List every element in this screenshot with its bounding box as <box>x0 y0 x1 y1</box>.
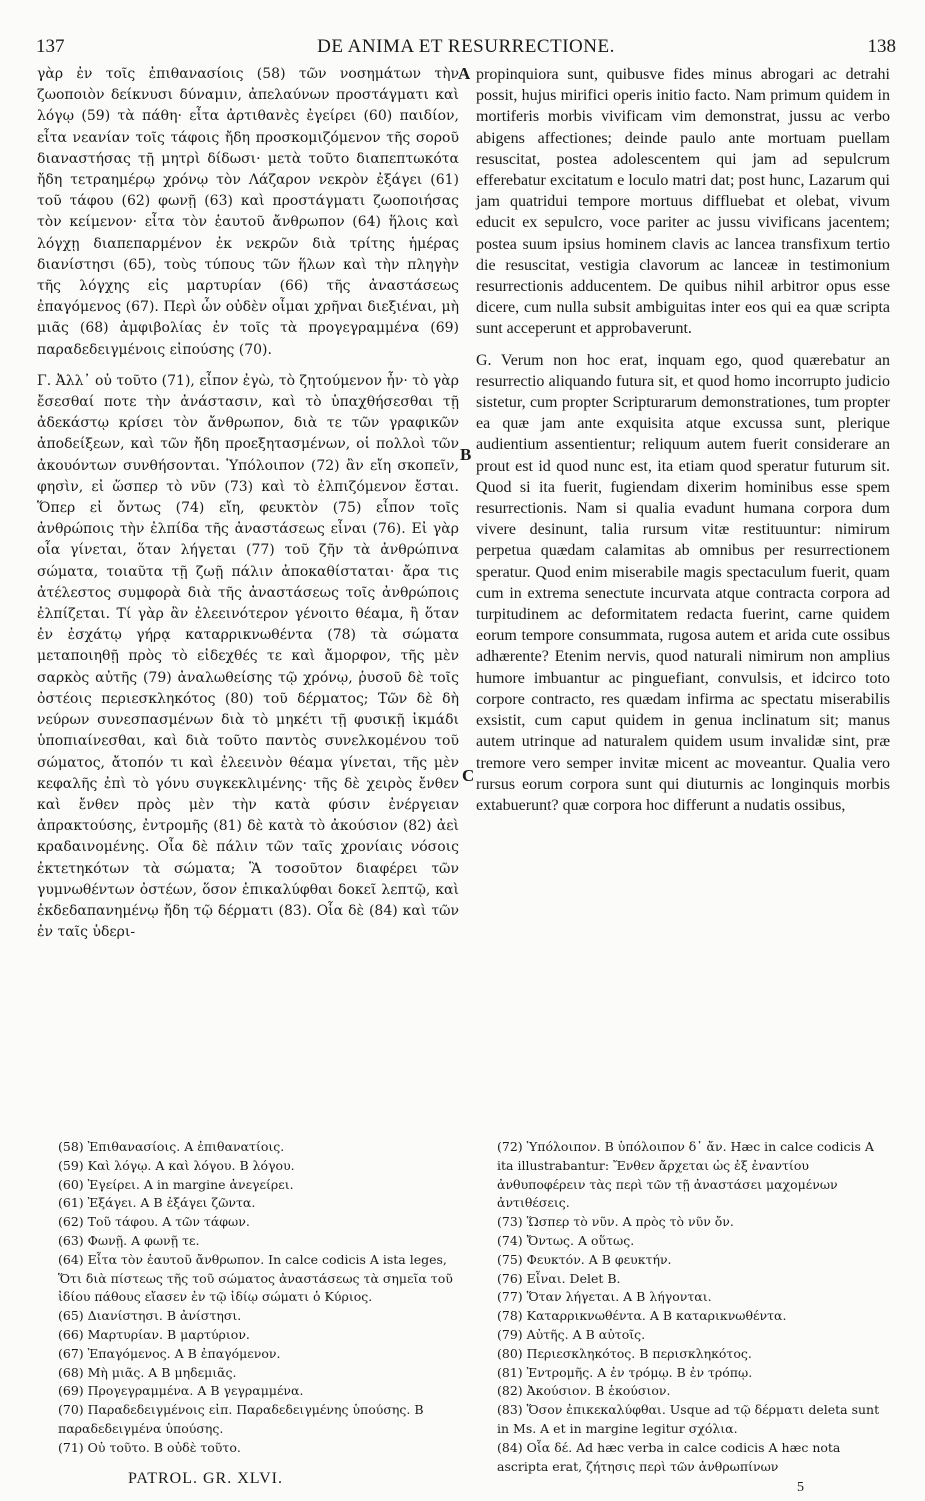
column-marker-c: C <box>462 766 475 785</box>
footnote: (65) Διανίστησι. B ἀνίστησι. <box>58 1308 242 1324</box>
footnote: (82) Ἀκούσιον. B ἑκούσιον. <box>497 1383 671 1399</box>
running-title: DE ANIMA ET RESURRECTIONE. <box>317 36 615 57</box>
footnote: (79) Αὐτῆς. A B αὐτοῖς. <box>497 1326 646 1342</box>
latin-paragraph-1: propinquiora sunt, quibusve fides minus abrogari ac detrahi possit, hujus mirifici operis initio facto. Nam primum quidem in mortiferis morbis vivificam vim demonstrat, jussu ac verbo abigens affectiones; deinde paulo ante mortuam puellam resuscitat, postea adolescentem qui jam ad sepulcrum efferebatur excitatum e loculo matri dat; post hunc, Lazarum qui jam quatridui tempore mortuus diffluebat et olebat, vivum educit ex sepulcro, voce pariter ac jussu vivificans jacentem; postea suum ipsius hominem clavis ac lancea transfixum tertio die resuscitat, vestigia clavorum ac lanceæ in testimonium resurrectionis adducentem. De quibus nihil arbitror opus esse dicere, cum nulla subsit ambiguitas inter eos qui ea quæ scripta sunt acceperunt et approbaverunt. <box>476 66 890 338</box>
footnote: (67) Ἐπαγόμενος. A B ἐπαγόμενον. <box>58 1345 281 1361</box>
footnote: (68) Μὴ μιᾶς. A B μηδεμιᾶς. <box>58 1364 237 1380</box>
footnote: (83) Ὅσον ἐπικεκαλύφθαι. Usque ad τῷ δέρματι deleta sunt in Ms. A et in margine legitur σχόλια. <box>497 1402 880 1436</box>
page-number-left: 137 <box>36 36 65 57</box>
footnote: (74) Ὄντως. A οὕτως. <box>497 1232 635 1248</box>
footnote: (62) Τοῦ τάφου. A τῶν τάφων. <box>58 1214 250 1230</box>
footnote: (78) Καταρρικνωθέντα. A B καταρικνωθέντα. <box>497 1308 787 1324</box>
footnote: (71) Οὐ τοῦτο. B οὐδὲ τοῦτο. <box>58 1439 241 1455</box>
footnote: (72) Ὑπόλοιπον. B ὑπόλοιπον δ᾽ ἄν. Hæc in calce codicis A ita illustrabantur: Ἔνθεν ἄρχεται ὡς ἐξ ἐναντίου ἀνθυποφέρειν τὰς περὶ τῶν τῇ ἀναστάσει μαχομένων ἀντιθέσεις. <box>497 1139 874 1211</box>
footnote: (60) Ἐγείρει. A in margine ἀνεγείρει. <box>58 1176 294 1192</box>
footnote: (63) Φωνῇ. A φωνῇ τε. <box>58 1232 200 1248</box>
footnote: (75) Φευκτόν. A B φευκτήν. <box>497 1251 672 1267</box>
footnote: (70) Παραδεδειγμένοις εἰπ. Παραδεδειγμένης ὑπούσης. B παραδεδειγμένα ὑπούσης. <box>58 1402 424 1436</box>
footnote: (66) Μαρτυρίαν. B μαρτύριον. <box>58 1326 250 1342</box>
footnote: (76) Εἶναι. Delet B. <box>497 1270 621 1286</box>
sheet-number: 5 <box>797 1480 804 1495</box>
footnote: (77) Ὅταν λήγεται. A B λήγονται. <box>497 1289 712 1305</box>
footnote: (80) Περιεσκληκότος. B περισκληκότος. <box>497 1345 752 1361</box>
latin-column <box>476 64 890 816</box>
footnote: (73) Ὥσπερ τὸ νῦν. A πρὸς τὸ νῦν ὄν. <box>497 1214 734 1230</box>
footnote: (59) Καὶ λόγῳ. A καὶ λόγου. B λόγου. <box>58 1157 295 1173</box>
footnote: (69) Προγεγραμμένα. A B γεγραμμένα. <box>58 1383 304 1399</box>
volume-signature: PATROL. GR. XLVI. <box>128 1470 283 1487</box>
latin-paragraph-2: G. Verum non hoc erat, inquam ego, quod quærebatur an resurrectio aliquando futura sit, et quod homo incorrupto judicio sistetur, cum propter Scripturarum demonstrationes, tum propter ea quæ jam ante exquisita atque excussa sunt, plerique audientium assentientur; reliquum autem fuerit considerare an prout est id quod nunc est, ita etiam quod speratur futurum sit. Quod si ita fuerit, fugiendam dixerim hominibus esse spem resurrectionis. Nam si qualia evadunt humana corpora dum vivere desinunt, talia rursum vitæ restituuntur: nimirum perpetua quædam calamitas ab omnibus per resurrectionem speratur. Quod enim miserabile magis spectaculum fuerit, quam cum in extrema senectute incurvata atque contracta corpora ad turpitudinem ac deformitatem redacta fuerint, carne quidem eorum tempore consummata, rugosa autem et arida cute ossibus adhærente? Etenim nervis, quod naturali nimirum non amplius humore imbuantur ac pinguefiant, convulsis, et idcirco toto corpore contracto, res quædam infirma ac spectatu miserabilis exsistit, cum caput quidem in genua inclinatum sit; manus autem utrinque ad naturalem quidem usum invalidæ sint, præ tremore vero semper invitæ micent ac moveantur. Qualia vero rursus eorum corpora sunt qui diuturnis ac longinquis morbis extabuerunt? quæ corpora hoc differunt a nudatis ossibus, <box>476 351 890 814</box>
footnote: (58) Ἐπιθανασίοις. A ἐπιθανατίοις. <box>58 1139 285 1154</box>
greek-paragraph-1: γὰρ ἐν τοῖς ἐπιθανασίοις (58) τῶν νοσημάτων τὴν ζωοποιὸν δείκνυσι δύναμιν, ἀπελαύνων προστάγματι καὶ λόγῳ (59) τὰ πάθη· εἶτα ἀρτιθανὲς ἐγείρει (60) παιδίον, εἶτα νεανίαν τοῖς τάφοις ἤδη προσκομιζόμενον τῆς σοροῦ διαναστήσας τῇ μητρὶ δίδωσι· μετὰ τοῦτο διαπεπτωκότα ἤδη τετραημέρῳ χρόνῳ τὸν Λάζαρον νεκρὸν ἐξάγει (61) τοῦ τάφου (62) φωνῇ (63) καὶ προστάγματι ζωοποιήσας τὸν κείμενον· εἶτα τὸν ἑαυτοῦ ἄνθρωπον (64) ἥλοις καὶ λόγχῃ διαπεπαρμένον ἐκ νεκρῶν διὰ τρίτης ἡμέρας διανίστησι (65), τοὺς τύπους τῶν ἥλων καὶ τὴν πληγὴν τῆς λόγχης εἰς μαρτυρίαν (66) τῆς ἀναστάσεως ἐπαγόμενος (67). Περὶ ὧν οὐδὲν οἶμαι χρῆναι διεξιέναι, μὴ μιᾶς (68) ἀμφιβολίας ἐν τοῖς τὰ προγεγραμμένα (69) παραδεδειγμένοις εἰπούσης (70). <box>37 66 459 358</box>
footnote: (81) Ἐντρομῆς. A ἐν τρόμῳ. B ἐν τρόπῳ. <box>497 1364 753 1380</box>
column-marker-b: B <box>460 445 472 464</box>
footnotes-right <box>497 1138 891 1476</box>
page-header <box>36 36 896 58</box>
column-marker-a: A <box>458 64 471 83</box>
footnote: (64) Εἶτα τὸν ἑαυτοῦ ἄνθρωπον. In calce codicis A ista leges, Ὅτι διὰ πίστεως τῆς τοῦ σώματος ἀναστάσεως τὰ σημεῖα τοῦ ἰδίου πάθους εἴασεν ἐν τῷ ἰδίῳ σώματι ὁ Κύριος. <box>58 1251 453 1305</box>
greek-paragraph-2: Γ. Ἀλλ᾽ οὐ τοῦτο (71), εἶπον ἐγὼ, τὸ ζητούμενον ἦν· τὸ γὰρ ἔσεσθαί ποτε τὴν ἀνάστασιν, καὶ τὸ ὑπαχθήσεσθαι τῇ ἀδεκάστῳ κρίσει τὸν ἄνθρωπον, διὰ τε τῶν γραφικῶν ἀποδείξεων, καὶ τῶν ἤδη προεξητασμένων, οἱ πολλοὶ τῶν ἀκουόντων συνθήσονται. Ὑπόλοιπον (72) ἂν εἴη σκοπεῖν, φησὶν, εἰ ὥσπερ τὸ νῦν (73) καὶ τὸ ἐλπιζόμενον ἔσται. Ὅπερ εἰ ὄντως (74) εἴη, φευκτὸν (75) εἶπον τοῖς ἀνθρώποις τὴν ἐλπίδα τῆς ἀναστάσεως εἶναι (76). Εἰ γὰρ οἷα γίνεται, ὅταν λήγεται (77) τοῦ ζῆν τὰ ἀνθρώπινα σώματα, τοιαῦτα τῇ ζωῇ πάλιν ἀποκαθίσταται· ἄρα τις ἀτέλεστος συμφορὰ διὰ τῆς ἀναστάσεως τοῖς ἀνθρώποις ἐλπίζεται. Τί γὰρ ἂν ἐλεεινότερον γένοιτο θέαμα, ἢ ὅταν ἐν ἐσχάτῳ γήρᾳ καταρρικνωθέντα (78) τὰ σώματα μεταποιηθῇ πρὸς τὸ εἰδεχθές τε καὶ ἄμορφον, τῆς μὲν σαρκὸς αὐτῆς (79) ἀναλωθείσης τῷ χρόνῳ, ῥυσοῦ δὲ τοῖς ὀστέοις περιεσκληκότος (80) τοῦ δέρματος; Τῶν δὲ δὴ νεύρων συνεσπασμένων διὰ τὸ μηκέτι τῇ φυσικῇ ἰκμάδι ὑποπιαίνεσθαι, καὶ διὰ τοῦτο παντὸς συνελκομένου τοῦ σώματος, ἄτοπόν τι καὶ ἐλεεινὸν θέαμα γίνεται, τῆς μὲν κεφαλῆς ἐπὶ τὸ γόνυ συγκεκλιμένης· τῆς δὲ χειρὸς ἔνθεν καὶ ἔνθεν πρὸς μὲν τὴν κατὰ φύσιν ἐνέργειαν ἀπρακτούσης, ἐντρομῆς (81) δὲ κατὰ τὸ ἀκούσιον (82) ἀεὶ κραδαινομένης. Οἷα δὲ πάλιν τῶν ταῖς χρονίαις νόσοις ἐκτετηκότων τὰ σώματα; Ἃ τοσοῦτον διαφέρει τῶν γυμνωθέντων ὀστέων, ὅσον ἐπικαλύφθαι δοκεῖ λεπτῷ, καὶ ἐκδεδαπανημένῳ ἤδη τῷ δέρματι (83). Οἷα δὲ (84) καὶ τῶν ἐν ταῖς ὑδερι- <box>37 372 459 941</box>
greek-column <box>37 64 459 943</box>
page-number-right: 138 <box>867 36 896 57</box>
footnotes-left <box>58 1138 460 1458</box>
footnote: (61) Ἐξάγει. A B ἐξάγει ζῶντα. <box>58 1195 256 1211</box>
footnote: (84) Οἷα δέ. Ad hæc verba in calce codicis A hæc nota ascripta erat, ζήτησις περὶ τῶν ἀνθρωπίνων <box>497 1439 841 1474</box>
